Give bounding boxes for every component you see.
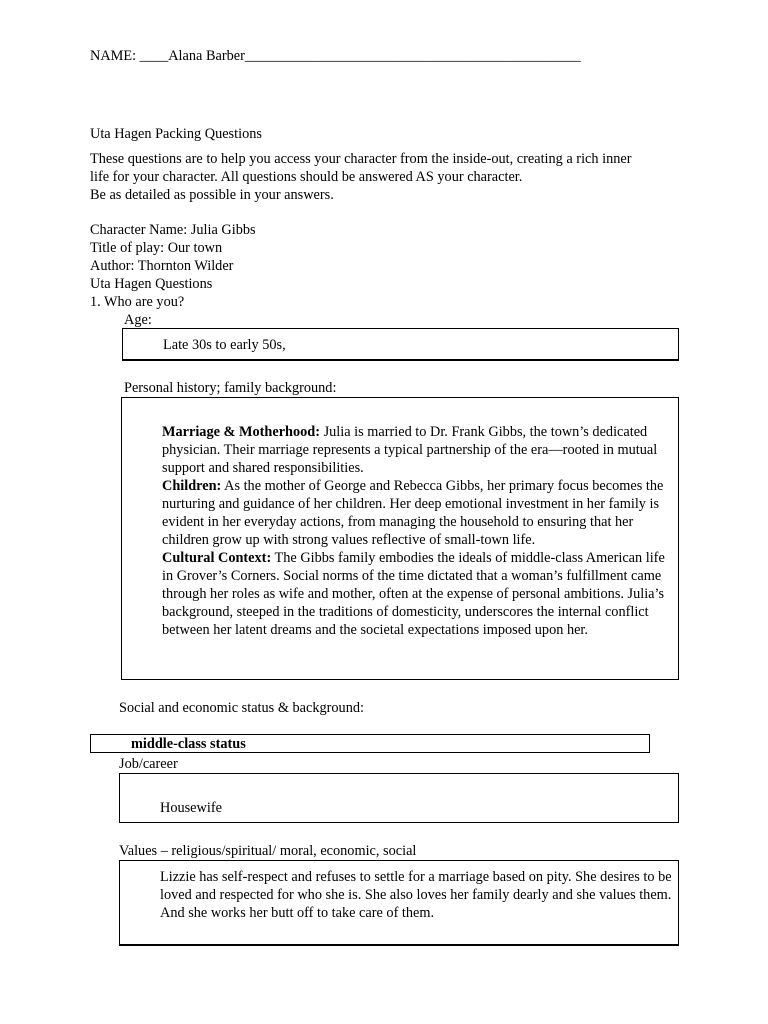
intro-line: life for your character. All questions should be answered AS your character.: [90, 169, 523, 185]
social-answer: middle-class status: [131, 736, 246, 752]
play-title: Title of play: Our town: [90, 240, 223, 256]
section-heading: Uta Hagen Questions: [90, 276, 213, 292]
history-answer-box[interactable]: [121, 397, 679, 680]
document-title: Uta Hagen Packing Questions: [90, 126, 262, 142]
marriage-paragraph: [162, 423, 672, 477]
name-line: NAME: ____Alana Barber_______________________________________________: [90, 48, 581, 64]
intro-line: These questions are to help you access your character from the inside-out, creating a rich inner: [90, 151, 632, 167]
children-paragraph: [162, 477, 672, 549]
marriage-heading: Marriage & Motherhood:: [162, 424, 321, 440]
social-answer-box[interactable]: [90, 734, 650, 753]
history-label: Personal history; family background:: [124, 380, 337, 396]
children-heading: Children:: [162, 478, 222, 494]
culture-paragraph: [162, 549, 672, 639]
culture-heading: Cultural Context:: [162, 550, 272, 566]
values-label: Values – religious/spiritual/ moral, economic, social: [119, 843, 417, 859]
intro-text: [90, 150, 690, 204]
question-1: 1. Who are you?: [90, 294, 185, 310]
marriage-text: Julia is married to Dr. Frank Gibbs, the town’s dedicated physician. Their marriage represents a typical partnership of the era—rooted in mutual support and shared responsibilities.: [162, 424, 658, 476]
values-answer: Lizzie has self-respect and refuses to settle for a marriage based on pity. She desires to be loved and respected for who she is. She also loves her family dearly and she values them. And she works her butt off to take care of them.: [160, 869, 672, 921]
job-answer: Housewife: [160, 800, 222, 816]
character-name: Character Name: Julia Gibbs: [90, 222, 256, 238]
character-info: [90, 221, 256, 311]
age-answer: Late 30s to early 50s,: [163, 337, 286, 353]
values-answer-box[interactable]: [119, 860, 679, 946]
age-answer-box[interactable]: [122, 328, 679, 361]
play-author: Author: Thornton Wilder: [90, 258, 234, 274]
job-label: Job/career: [119, 756, 178, 772]
culture-text: The Gibbs family embodies the ideals of middle-class American life in Grover’s Corners. Social norms of the time dictated that a woman’s fulfillment came through her roles as wife and mother, often at the expense of personal ambitions. Julia’s background, steeped in the traditions of domesticity, underscores the internal conflict between her latent dreams and the societal expectations imposed upon her.: [162, 550, 665, 638]
age-label: Age:: [124, 312, 152, 328]
job-answer-box[interactable]: [119, 773, 679, 823]
history-answer: [162, 423, 672, 639]
children-text: As the mother of George and Rebecca Gibbs, her primary focus becomes the nurturing and guidance of her children. Her deep emotional investment in her family is evident in her everyday actions, from managing the household to ensuring that her children grow up with strong values reflective of small-town life.: [162, 478, 664, 548]
intro-line: Be as detailed as possible in your answers.: [90, 187, 334, 203]
social-label: Social and economic status & background:: [119, 700, 364, 716]
